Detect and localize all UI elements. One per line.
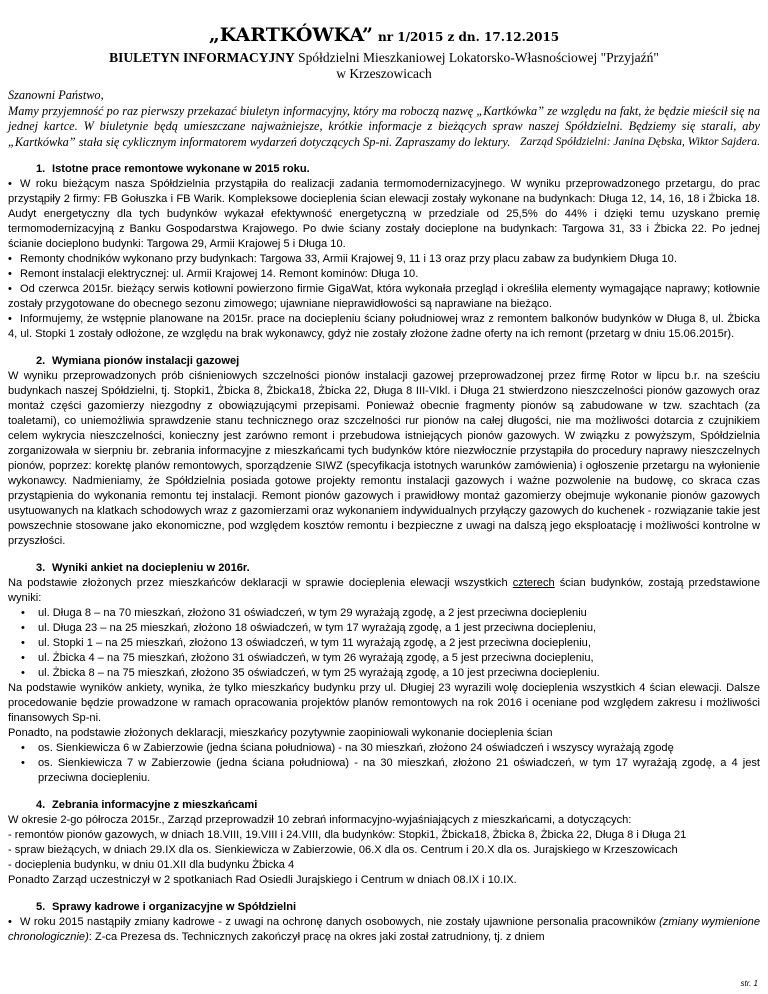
subtitle-bold: BIULETYN INFORMACYJNY (109, 50, 295, 65)
intro-body: Mamy przyjemność po raz pierwszy przekazać biuletyn informacyjny, który ma roboczą nazwę „Kartkówka” ze względu na fakt, że będzie mieścił się na jednej kartce. W biuletynie będą umieszczane najważniejsze, krótkie informacje z bieżących spraw naszej Spółdzielni. Będziemy się starali, aby „Kartkówka” stała się cyklicznym informatorem wydarzeń dotyczących Sp-ni. Zapraszamy do lektury. (8, 103, 760, 149)
section-title: Wymiana pionów instalacji gazowej (52, 355, 240, 367)
section-3-intro (8, 576, 760, 606)
section-4-line: - spraw bieżących, w dniach 29.IX dla os. Sienkiewicza w Zabierzowie, 06.X dla os. Centrum i 20.X dla os. Jurajskiego w Krzeszowicach (8, 844, 678, 856)
section-3-additional: Ponadto, na podstawie złożonych deklaracji, mieszkańcy pozytywnie zaopiniowali wykonanie docieplenia ścian (8, 727, 553, 739)
list-item (8, 915, 760, 945)
intro-text (8, 104, 760, 151)
section-title: Istotne prace remontowe wykonane w 2015 roku. (52, 163, 310, 175)
subtitle-rest: Spółdzielni Mieszkaniowej Lokatorsko-Własnościowej "Przyjaźń" (294, 50, 659, 65)
list-item: • Od czerwca 2015r. bieżący serwis kotłowni powierzono firmie GigaWat, która wykonała przegląd i określiła elementy wymagające naprawy; kotłownie zostały przygotowane do obecnego sezonu zimowego; ujawniane nieprawidłowości są naprawiane na bieżąco. (8, 282, 760, 312)
list-item: • os. Sienkiewicza 6 w Zabierzowie (jedna ściana południowa) - na 30 mieszkań, złożono 24 oświadczeń i wszyscy wyrażają zgodę (8, 741, 760, 756)
section-number: 2. (36, 355, 46, 367)
section-4-line: W okresie 2-go półrocza 2015r., Zarząd przeprowadził 10 zebrań informacyjno-wyjaśniających z mieszkańcami, a dotyczących: (8, 814, 632, 826)
text-fragment: : Z-ca Prezesa ds. Technicznych zakończył pracę na okres jaki został zatrudniony, tj. z dniem (88, 931, 545, 943)
section-2-text: W wyniku przeprowadzonych prób ciśnieniowych szczelności pionów instalacji gazowej przeprowadzonej przez firmę Rotor w lipcu b.r. na sześciu budynkach naszej Spółdzielni, tj. Stopki1, Żbicka 8, Żbicka18, Żbicka 22, Długa 8 III-VIkl. i Długa 21 stwierdzono nieszczelności pionów gazowych oraz montaż części gazomierzy niezgodny z obowiązującymi przepisami. Ponieważ obecnie fragmenty pionów są zabudowane w tzw. szachtach (za toaletami), co uniemożliwia sprawdzenie stanu technicznego oraz szczelności rur pionów na całej długości, nie ma możliwości dotarcia z czujnikiem celem wykrycia nieszczelności, konieczny jest zarówno remont i przebudowa istniejących pionów gazowych. W związku z powyższym, Spółdzielnia zorganizowała w sierpniu br. zebrania informacyjne z mieszkańcami tych budynków które niezwłocznie przystąpiła do procedury naprawy nieszczelnych pionów, poprzez: korektę planów remontowych, sporządzenie SIWZ (specyfikacja istotnych warunków zamówienia) i ogłoszenie przetargu na wyłonienie wykonawcy. Nadmieniamy, że Spółdzielnia posiada gotowe projekty remontu instalacji gazowych i ważne pozwolenie na budowę, co skraca czas przystąpienia do wykonania remontu tej instalacji. Remont pionów gazowych i prawidłowy montaż gazomierzy obejmuje wykonanie pionów gazowych usytuowanych na klatkach schodowych wraz z gazomierzami oraz wykonaniem indywidualnych przyłączy gazowych do kuchenek - rozwiązanie takie jest powszechnie stosowane jako ekonomiczne, pod względem kosztów remontu i bezpieczne z uwagi na dalszą jego eksploatację i możliwości kontrolne w przyszłości. (8, 370, 760, 547)
section-4-line: Ponadto Zarząd uczestniczył w 2 spotkaniach Rad Osiedli Jurajskiego i Centrum w dniach 08.IX i 10.IX. (8, 874, 517, 886)
section-title: Wyniki ankiet na dociepleniu w 2016r. (52, 562, 250, 574)
section-1-list (8, 177, 760, 342)
section-title: Sprawy kadrowe i organizacyjne w Spółdzielni (52, 901, 297, 913)
section-heading-2 (8, 354, 760, 369)
section-heading-5 (8, 900, 760, 915)
intro-section (8, 88, 760, 150)
section-number: 3. (36, 562, 46, 574)
italic-note: (zmiany wymienione chronologicznie) (8, 916, 760, 943)
issue-number: nr 1/2015 z dn. 17.12.2015 (378, 30, 560, 44)
list-item: • os. Sienkiewicza 7 w Zabierzowie (jedna ściana południowa) - na 30 mieszkań, złożono 21 oświadczeń, w tym 17 wyrażają zgodę, a 4 jest przeciwna dociepleniu. (8, 756, 760, 786)
subtitle-line2: w Krzeszowicach (336, 66, 432, 81)
list-item: • Remonty chodników wykonano przy budynkach: Targowa 33, Armii Krajowej 9, 11 i 13 oraz przy placu zabaw za budynkiem Długa 10. (8, 252, 760, 267)
section-4-line: - docieplenia budynku, w dniu 01.XII dla budynku Żbicka 4 (8, 859, 295, 871)
list-item: • ul. Długa 23 – na 25 mieszkań, złożono 18 oświadczeń, w tym 17 wyrażają zgodę, a 1 jest przeciwna dociepleniu, (8, 621, 760, 636)
section-4-line: - remontów pionów gazowych, w dniach 18.VIII, 19.VIII i 24.VIII, dla budynków: Stopki1, Żbicka18, Żbicka 8, Żbicka 22, Długa 8 i Długa 21 (8, 829, 687, 841)
bulletin-subtitle (8, 50, 760, 82)
document-page (8, 0, 760, 945)
page-number: str. 1 (740, 979, 758, 988)
bulletin-body (8, 162, 760, 945)
section-heading-3 (8, 561, 760, 576)
list-item: • W roku bieżącym nasza Spółdzielnia przystąpiła do realizacji zadania termomodernizacyjnego. W wyniku przeprowadzonego przetargu, do prac przystąpiły 2 firmy: FB Gołuszka i FB Warik. Kompleksowe docieplenia ścian elewacji zostały wykonane na budynkach: Długa 12, 14, 16, 18 i Żbicka 18. Audyt energetyczny dla tych budynków wykazał efektywność energetyczną w przedziale od 25,5% do 44% i dzięki temu uzyskano premię termomodernizacyjną z Banku Gospodarstwa Krajowego. Po dwie ściany zostały docieplone na budynkach: Targowa 31, 33 i Żbicka 22. Po jednej ścianie docieplono budynki: Targowa 29, Armii Krajowej 5 i Długa 10. (8, 177, 760, 252)
underlined-word: czterech (512, 577, 555, 589)
intro-signature: Zarząd Spółdzielni: Janina Dębska, Wiktor Sajdera. (520, 135, 760, 148)
list-item: • ul. Żbicka 4 – na 75 mieszkań, złożono 31 oświadczeń, w tym 26 wyrażają zgodę, a 5 jest przeciwna dociepleniu, (8, 651, 760, 666)
list-item: • Informujemy, że wstępnie planowane na 2015r. prace na dociepleniu ściany południowej wraz z remontem balkonów budynków w Długa 8, ul. Żbicka 4, ul. Stopki 1 zostały odłożone, ze względu na brak wykonawcy, gdyż nie zostały złożone żadne oferty na ich remont (przetarg w dniu 15.06.2015r). (8, 312, 760, 342)
section-number: 5. (36, 901, 46, 913)
intro-greeting: Szanowni Państwo, (8, 88, 104, 102)
list-item: • ul. Żbicka 8 – na 75 mieszkań, złożono 35 oświadczeń, w tym 25 wyrażają zgodę, a 10 jest przeciwna dociepleniu. (8, 666, 760, 681)
list-item: • ul. Stopki 1 – na 25 mieszkań, złożono 13 oświadczeń, w tym 11 wyrażają zgodę, a 2 jest przeciwna dociepleniu, (8, 636, 760, 651)
section-heading-4 (8, 798, 760, 813)
text-fragment: W roku 2015 nastąpiły zmiany kadrowe - z uwagi na ochronę danych osobowych, nie zostały ujawnione personalia pracowników (20, 916, 660, 928)
list-item: • ul. Długa 8 – na 70 mieszkań, złożono 31 oświadczeń, w tym 29 wyrażają zgodę, a 2 jest przeciwna dociepleniu (8, 606, 760, 621)
section-3-results-list (8, 606, 760, 681)
section-number: 4. (36, 799, 46, 811)
bulletin-title-block (8, 24, 760, 48)
section-3-zabierzow-list (8, 741, 760, 786)
text-fragment: Na podstawie złożonych przez mieszkańców deklaracji w sprawie docieplenia elewacji wszystkich (8, 577, 513, 589)
section-number: 1. (36, 163, 46, 175)
bulletin-title: „KARTKÓWKA” (208, 24, 373, 46)
section-heading-1 (8, 162, 760, 177)
list-item: • Remont instalacji elektrycznej: ul. Armii Krajowej 14. Remont kominów: Długa 10. (8, 267, 760, 282)
section-5-list (8, 915, 760, 945)
section-3-conclusion: Na podstawie wyników ankiety, wynika, że tylko mieszkańcy budynku przy ul. Długiej 23 wyrazili wolę docieplenia wszystkich 4 ścian elewacji. Dalsze procedowanie będzie prowadzone w ramach opracowania projektów planów remontowych na rok 2016 i oceniane pod względem zakresu i możliwości finansowych Sp-ni. (8, 682, 760, 724)
text-fragment: ścian budynków, zostają przedstawione wyniki: (8, 577, 760, 604)
section-title: Zebrania informacyjne z mieszkańcami (52, 799, 258, 811)
